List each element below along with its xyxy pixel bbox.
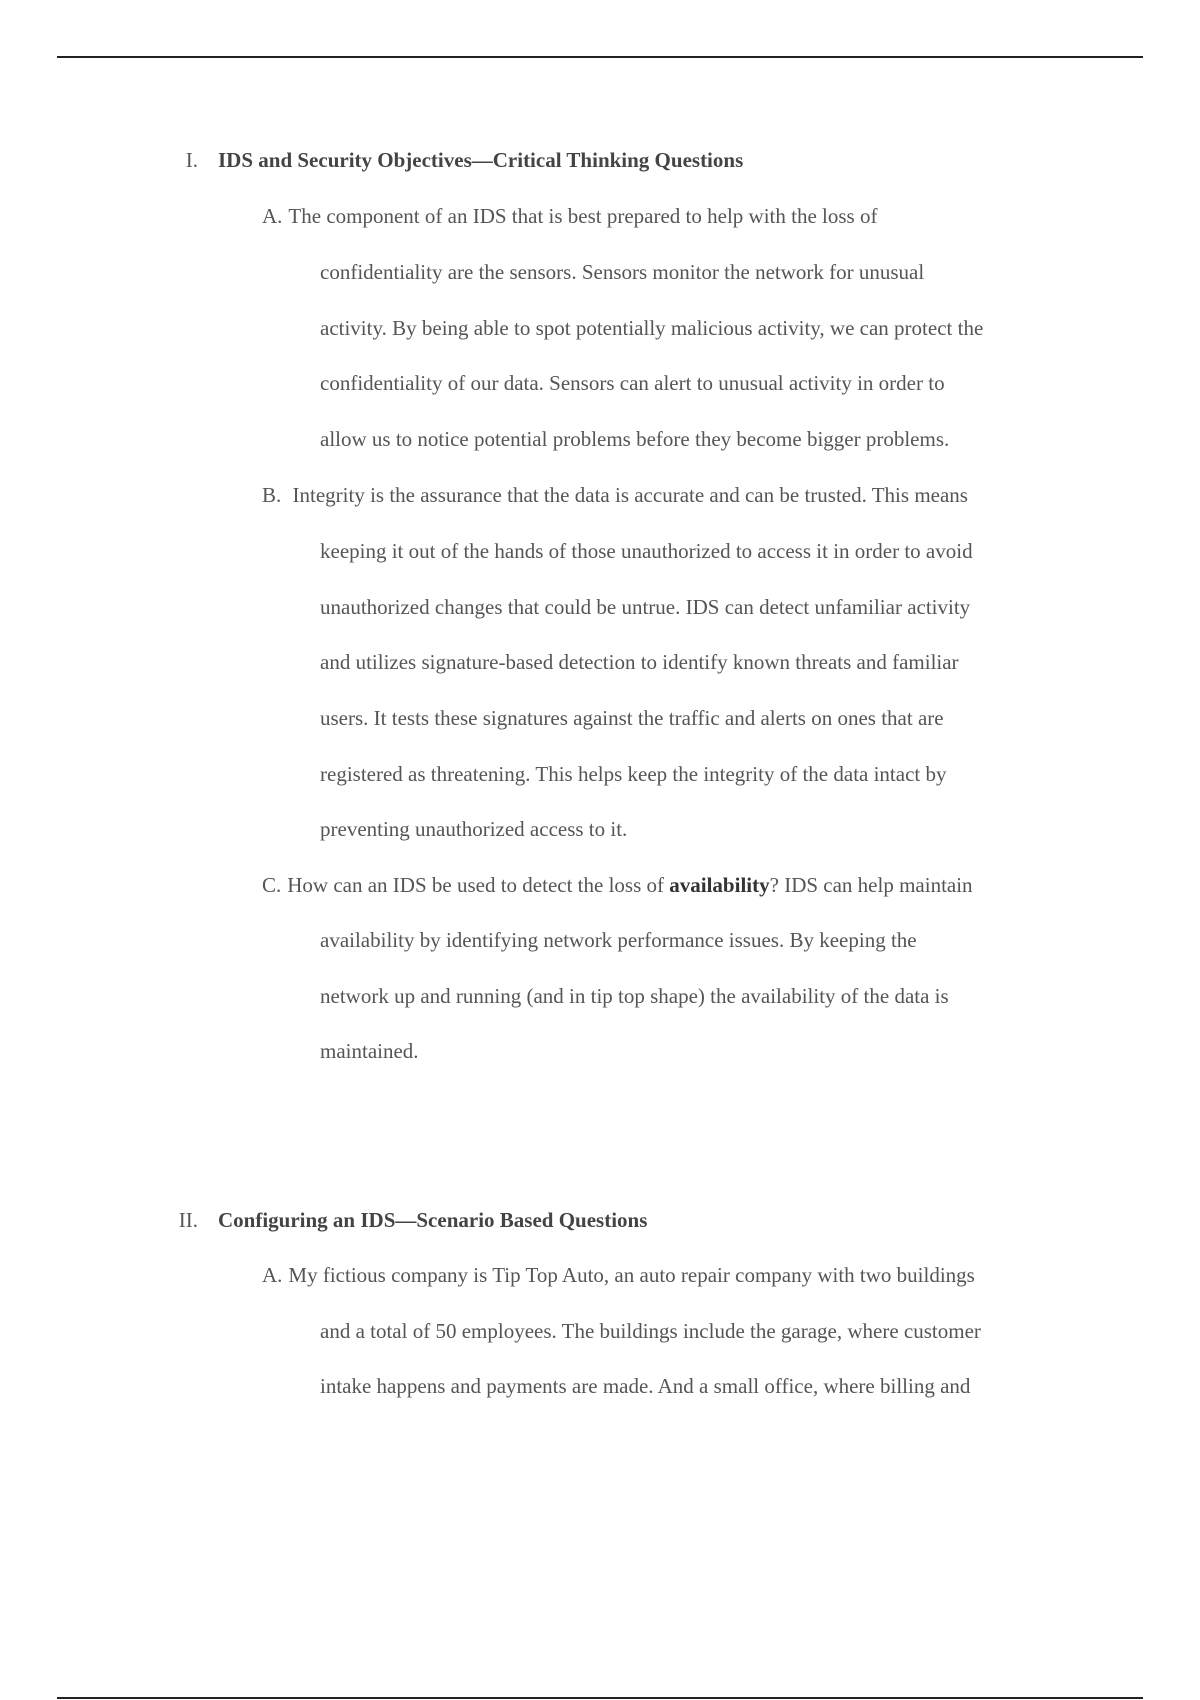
header-rule <box>57 56 1143 58</box>
paragraph-text: How can an IDS be used to detect the loss of <box>287 873 670 897</box>
paragraph-line: intake happens and payments are made. And a small office, where billing and <box>320 1374 971 1398</box>
paragraph-line: confidentiality of our data. Sensors can alert to unusual activity in order to <box>320 371 945 395</box>
section-title: Configuring an IDS—Scenario Based Questions <box>218 1208 648 1232</box>
paragraph-line: unauthorized changes that could be untrue. IDS can detect unfamiliar activity <box>320 595 971 619</box>
item-first-line <box>262 870 973 900</box>
emphasis-availability: availability <box>669 873 770 897</box>
paragraph-line: users. It tests these signatures against the traffic and alerts on ones that are <box>320 706 944 730</box>
item-first-line <box>262 1260 975 1290</box>
paragraph-line: activity. By being able to spot potentially malicious activity, we can protect the <box>320 316 984 340</box>
item-marker: B. <box>262 483 282 507</box>
section-title: IDS and Security Objectives—Critical Thinking Questions <box>218 148 744 172</box>
paragraph-line: Integrity is the assurance that the data is accurate and can be trusted. This means <box>287 483 968 507</box>
paragraph-line: allow us to notice potential problems before they become bigger problems. <box>320 427 950 451</box>
paragraph-line: keeping it out of the hands of those unauthorized to access it in order to avoid <box>320 539 973 563</box>
footer-rule <box>57 1697 1143 1699</box>
paragraph-line: and a total of 50 employees. The buildings include the garage, where customer <box>320 1319 981 1343</box>
paragraph-line: confidentiality are the sensors. Sensors monitor the network for unusual <box>320 260 925 284</box>
paragraph-line: network up and running (and in tip top shape) the availability of the data is <box>320 984 949 1008</box>
item-marker: A. <box>262 204 283 228</box>
section-number: I. <box>185 148 198 172</box>
paragraph-line: registered as threatening. This helps keep the integrity of the data intact by <box>320 762 947 786</box>
paragraph-line: The component of an IDS that is best prepared to help with the loss of <box>288 204 878 228</box>
section-number: II. <box>178 1208 198 1232</box>
paragraph-line: availability by identifying network performance issues. By keeping the <box>320 928 917 952</box>
section-heading <box>0 1205 1200 1235</box>
item-marker: C. <box>262 873 282 897</box>
item-marker: A. <box>262 1263 283 1287</box>
paragraph-line: My fictious company is Tip Top Auto, an auto repair company with two buildings <box>288 1263 975 1287</box>
paragraph-line: preventing unauthorized access to it. <box>320 817 628 841</box>
paragraph-line: maintained. <box>320 1039 419 1063</box>
item-first-line <box>262 480 968 510</box>
section-heading <box>0 145 1200 175</box>
paragraph-text: ? IDS can help maintain <box>769 873 973 897</box>
item-first-line <box>262 201 877 231</box>
paragraph-line: and utilizes signature-based detection to identify known threats and familiar <box>320 650 959 674</box>
